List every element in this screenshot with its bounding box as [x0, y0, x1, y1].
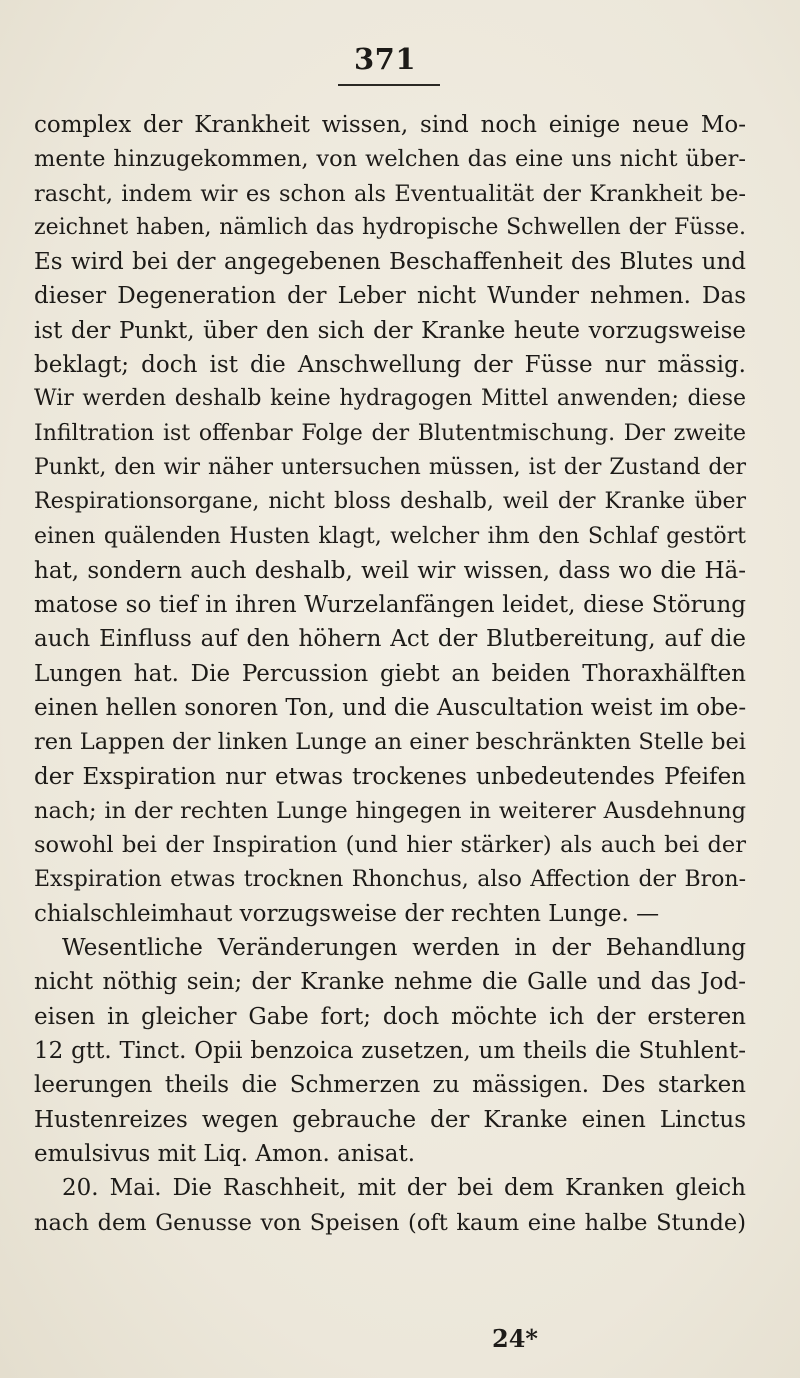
text-line: Es wird bei der angegebenen Beschaffenheit des Blutes und — [34, 249, 746, 276]
text-line: leerungen theils die Schmerzen zu mässigen. Des starken — [34, 1072, 746, 1099]
text-line: Respirationsorgane, nicht bloss deshalb, weil der Kranke über — [34, 489, 746, 515]
text-line: mente hinzugekommen, von welchen das eine uns nicht über- — [34, 146, 746, 173]
text-line: complex der Krankheit wissen, sind noch einige neue Mo- — [34, 112, 746, 138]
page-number: 371 — [353, 42, 417, 76]
text-line: einen hellen sonoren Ton, und die Auscultation weist im obe- — [34, 695, 747, 722]
text-line: eisen in gleicher Gabe fort; doch möchte ich der ersteren — [34, 1003, 746, 1030]
text-line: auch Einfluss auf den höhern Act der Blutbereitung, auf die — [34, 626, 746, 653]
text-line: beklagt; doch ist die Anschwellung der Füsse nur mässig. — [34, 352, 746, 379]
text-line: hat, sondern auch deshalb, weil wir wissen, dass wo die Hä- — [34, 557, 746, 584]
signature-mark: 24* — [492, 1324, 538, 1353]
text-line: ist der Punkt, über den sich der Kranke heute vorzugsweise — [34, 317, 746, 344]
text-line: Infiltration ist offenbar Folge der Blutentmischung. Der zweite — [34, 420, 746, 446]
text-line: nicht nöthig sein; der Kranke nehme die Galle und das Jod- — [34, 969, 746, 996]
text-line: Hustenreizes wegen gebrauche der Kranke einen Linctus — [34, 1106, 746, 1133]
body-text — [34, 108, 746, 1240]
text-line: chialschleimhaut vorzugsweise der rechten Lunge. — — [34, 900, 660, 927]
text-line: der Exspiration nur etwas trockenes unbedeutendes Pfeifen — [34, 763, 746, 790]
text-line: Punkt, den wir näher untersuchen müssen, ist der Zustand der — [34, 454, 746, 480]
text-line: nach dem Genusse von Speisen (oft kaum eine halbe Stunde) — [34, 1209, 746, 1236]
text-line: nach; in der rechten Lunge hingegen in weiterer Ausdehnung — [34, 797, 746, 824]
text-line: zeichnet haben, nämlich das hydropische Schwellen der Füsse. — [34, 214, 746, 240]
text-line: Wesentliche Veränderungen werden in der Behandlung — [62, 935, 746, 962]
text-line: 12 gtt. Tinct. Opii benzoica zusetzen, um theils die Stuhlent- — [34, 1038, 746, 1065]
text-line: ren Lappen der linken Lunge an einer beschränkten Stelle bei — [34, 729, 746, 756]
text-line: Lungen hat. Die Percussion giebt an beiden Thoraxhälften — [34, 660, 746, 687]
text-line: einen quälenden Husten klagt, welcher ihm den Schlaf gestört — [34, 523, 746, 549]
text-line: rascht, indem wir es schon als Eventualität der Krankheit be- — [34, 180, 746, 207]
text-line: dieser Degeneration der Leber nicht Wunder nehmen. Das — [34, 283, 746, 310]
text-line: Exspiration etwas trocknen Rhonchus, also Affection der Bron- — [34, 866, 746, 892]
text-line: matose so tief in ihren Wurzelanfängen leidet, diese Störung — [34, 592, 746, 619]
text-line: Wir werden deshalb keine hydragogen Mittel anwenden; diese — [34, 386, 746, 412]
text-line: 20. Mai. Die Raschheit, mit der bei dem Kranken gleich — [62, 1175, 746, 1202]
page-number-rule — [338, 84, 440, 86]
text-line: sowohl bei der Inspiration (und hier stärker) als auch bei der — [34, 832, 746, 859]
text-line: emulsivus mit Liq. Amon. anisat. — [34, 1140, 416, 1167]
